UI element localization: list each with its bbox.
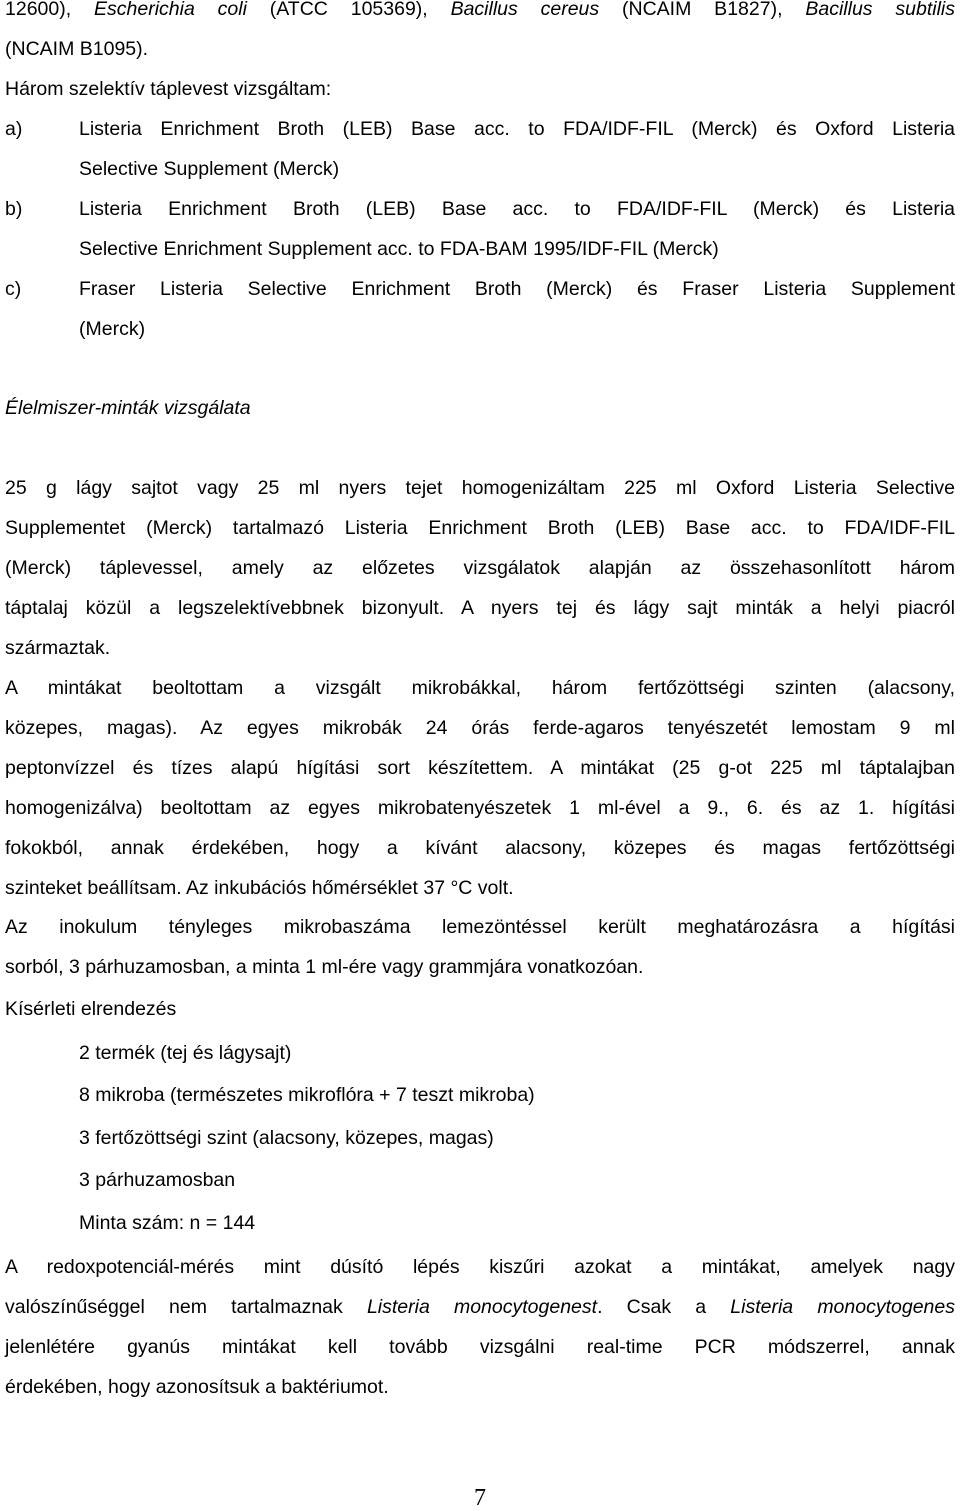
broth-item-b-cont: Selective Enrichment Supplement acc. to FDA-BAM 1995/IDF-FIL (Merck) — [79, 238, 719, 260]
broth-item-b: b) Listeria Enrichment Broth (LEB) Base acc. to FDA/IDF-FIL (Merck) és Listeria — [5, 198, 955, 220]
paragraph-line: jelenlétére gyanús mintákat kell tovább vizsgálni real-time PCR módszerrel, annak — [5, 1336, 955, 1358]
paragraph-line: valószínűséggel nem tartalmaznak Listeria monocytogenest. Csak a Listeria monocytogenes — [5, 1296, 955, 1318]
design-item: 3 párhuzamosban — [79, 1169, 236, 1191]
paragraph-line: Az inokulum tényleges mikrobaszáma lemezöntéssel került meghatározásra a hígítási — [5, 916, 955, 938]
paragraph-line: táptalaj közül a legszelektívebbnek bizonyult. A nyers tej és lágy sajt minták a helyi piacról — [5, 597, 955, 619]
list-marker: a) — [5, 118, 23, 140]
design-item: Minta szám: n = 144 — [79, 1212, 256, 1234]
design-item: 2 termék (tej és lágysajt) — [79, 1042, 292, 1064]
paragraph-line: fokokból, annak érdekében, hogy a kívánt alacsony, közepes és magas fertőzöttségi — [5, 837, 955, 859]
strain-list-line-2: (NCAIM B1095). — [5, 38, 149, 60]
species-name: Listeria monocytogenes — [730, 1296, 955, 1318]
section-heading: Élelmiszer-minták vizsgálata — [5, 397, 251, 419]
design-item: 3 fertőzöttségi szint (alacsony, közepes, magas) — [79, 1127, 494, 1149]
broth-item-a: a) Listeria Enrichment Broth (LEB) Base acc. to FDA/IDF-FIL (Merck) és Oxford Listeria — [5, 118, 955, 140]
species-name: Escherichia coli — [94, 0, 247, 20]
list-marker: c) — [5, 278, 22, 300]
broth-item-a-cont: Selective Supplement (Merck) — [79, 158, 340, 180]
list-marker: b) — [5, 198, 23, 220]
paragraph-line: homogenizálva) beoltottam az egyes mikrobatenyészetek 1 ml-ével a 9., 6. és az 1. hígítási — [5, 797, 955, 819]
strain-list-line-1: 12600), Escherichia coli (ATCC 105369), Bacillus cereus (NCAIM B1827), Bacillus subtilis — [5, 0, 955, 20]
paragraph-line: (Merck) táplevessel, amely az előzetes vizsgálatok alapján az összehasonlított három — [5, 557, 955, 579]
design-item: 8 mikroba (természetes mikroflóra + 7 teszt mikroba) — [79, 1084, 535, 1106]
paragraph-line: A mintákat beoltottam a vizsgált mikrobákkal, három fertőzöttségi szinten (alacsony, — [5, 677, 955, 699]
species-name: Bacillus subtilis — [805, 0, 955, 20]
page-number: 7 — [474, 1485, 486, 1511]
broth-item-c: c) Fraser Listeria Selective Enrichment Broth (Merck) és Fraser Listeria Supplement — [5, 278, 955, 300]
broth-item-c-cont: (Merck) — [79, 318, 146, 340]
paragraph-line: sorból, 3 párhuzamosban, a minta 1 ml-ére vagy grammjára vonatkozóan. — [5, 956, 644, 978]
paragraph-line: 25 g lágy sajtot vagy 25 ml nyers tejet homogenizáltam 225 ml Oxford Listeria Selective — [5, 477, 955, 499]
paragraph-line: Supplementet (Merck) tartalmazó Listeria Enrichment Broth (LEB) Base acc. to FDA/IDF-FIL — [5, 517, 955, 539]
species-name: Listeria monocytogenest — [366, 1296, 598, 1318]
paragraph-line: szinteket beállítsam. Az inkubációs hőmérséklet 37 °C volt. — [5, 877, 514, 899]
paragraph-line: peptonvízzel és tízes alapú hígítási sort készítettem. A mintákat (25 g-ot 225 ml táptalajban — [5, 757, 955, 779]
paragraph-line: származtak. — [5, 637, 111, 659]
paragraph-line: A redoxpotenciál-mérés mint dúsító lépés kiszűri azokat a mintákat, amelyek nagy — [5, 1256, 955, 1278]
paragraph-line: közepes, magas). Az egyes mikrobák 24 órás ferde-agaros tenyészetét lemostam 9 ml — [5, 717, 955, 739]
design-heading: Kísérleti elrendezés — [5, 998, 177, 1020]
broth-intro: Három szelektív táplevest vizsgáltam: — [5, 78, 332, 100]
species-name: Bacillus cereus — [450, 0, 600, 20]
paragraph-line: érdekében, hogy azonosítsuk a baktériumot. — [5, 1376, 389, 1398]
